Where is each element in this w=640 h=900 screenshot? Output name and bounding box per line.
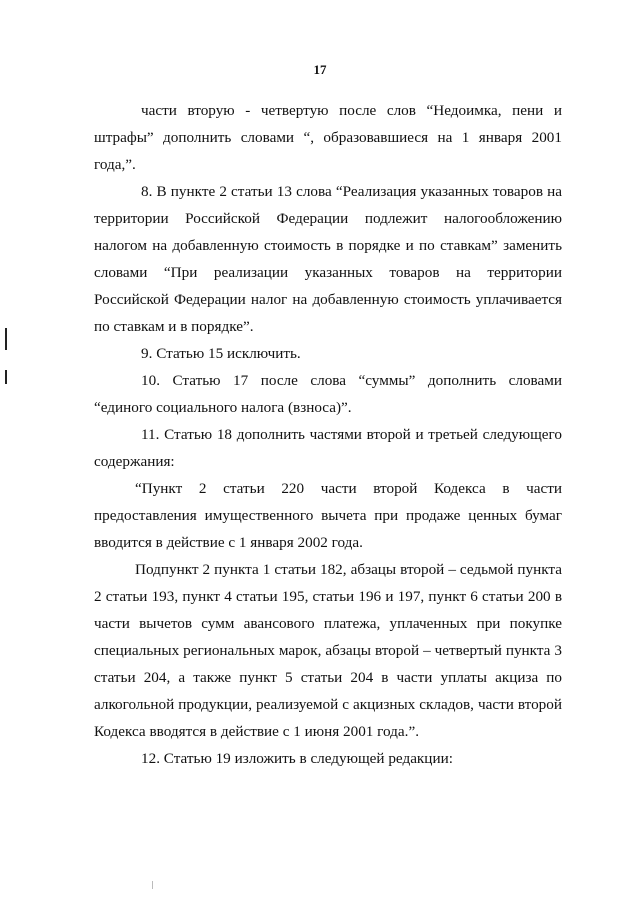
paragraph-continuation: части вторую - четвертую после слов “Недоимка, пени и штрафы” дополнить словами “, образовавшиеся на 1 января 2001 года,”. bbox=[94, 102, 562, 173]
paragraph-item-8: 8. В пункте 2 статьи 13 слова “Реализация указанных товаров на территории Российской Федерации подлежит налогообложению налогом на добавленную стоимость в порядке и по ставкам” заменить словами “При реализации указанных товаров на территории Российской Федерации налог на добавленную стоимость уплачивается по ставкам и в порядке”. bbox=[94, 183, 562, 335]
paragraph-item-12: 12. Статью 19 изложить в следующей редакции: bbox=[141, 750, 453, 767]
scan-artifact bbox=[152, 881, 153, 889]
document-body bbox=[94, 97, 562, 772]
margin-mark bbox=[5, 370, 7, 384]
paragraph-quote-1: “Пункт 2 статьи 220 части второй Кодекса в части предоставления имущественного вычета при продаже ценных бумаг вводится в действие с 1 января 2002 года. bbox=[94, 480, 562, 551]
paragraph-item-10: 10. Статью 17 после слова “суммы” дополнить словами “единого социального налога (взноса)”. bbox=[94, 372, 562, 416]
paragraph-quote-2: Подпункт 2 пункта 1 статьи 182, абзацы второй – седьмой пункта 2 статьи 193, пункт 4 статьи 195, статьи 196 и 197, пункт 6 статьи 200 в части вычетов сумм авансового платежа, уплаченных при покупке специальных региональных марок, абзацы второй – четвертый пункта 3 статьи 204, а также пункт 5 статьи 204 в части уплаты акциза по алкогольной продукции, реализуемой с акцизных складов, части второй Кодекса вводятся в действие с 1 июня 2001 года.”. bbox=[94, 561, 562, 740]
paragraph-item-11: 11. Статью 18 дополнить частями второй и третьей следующего содержания: bbox=[94, 426, 562, 470]
page-number: 17 bbox=[313, 62, 327, 77]
paragraph-item-9: 9. Статью 15 исключить. bbox=[141, 345, 301, 362]
margin-mark bbox=[5, 328, 7, 350]
